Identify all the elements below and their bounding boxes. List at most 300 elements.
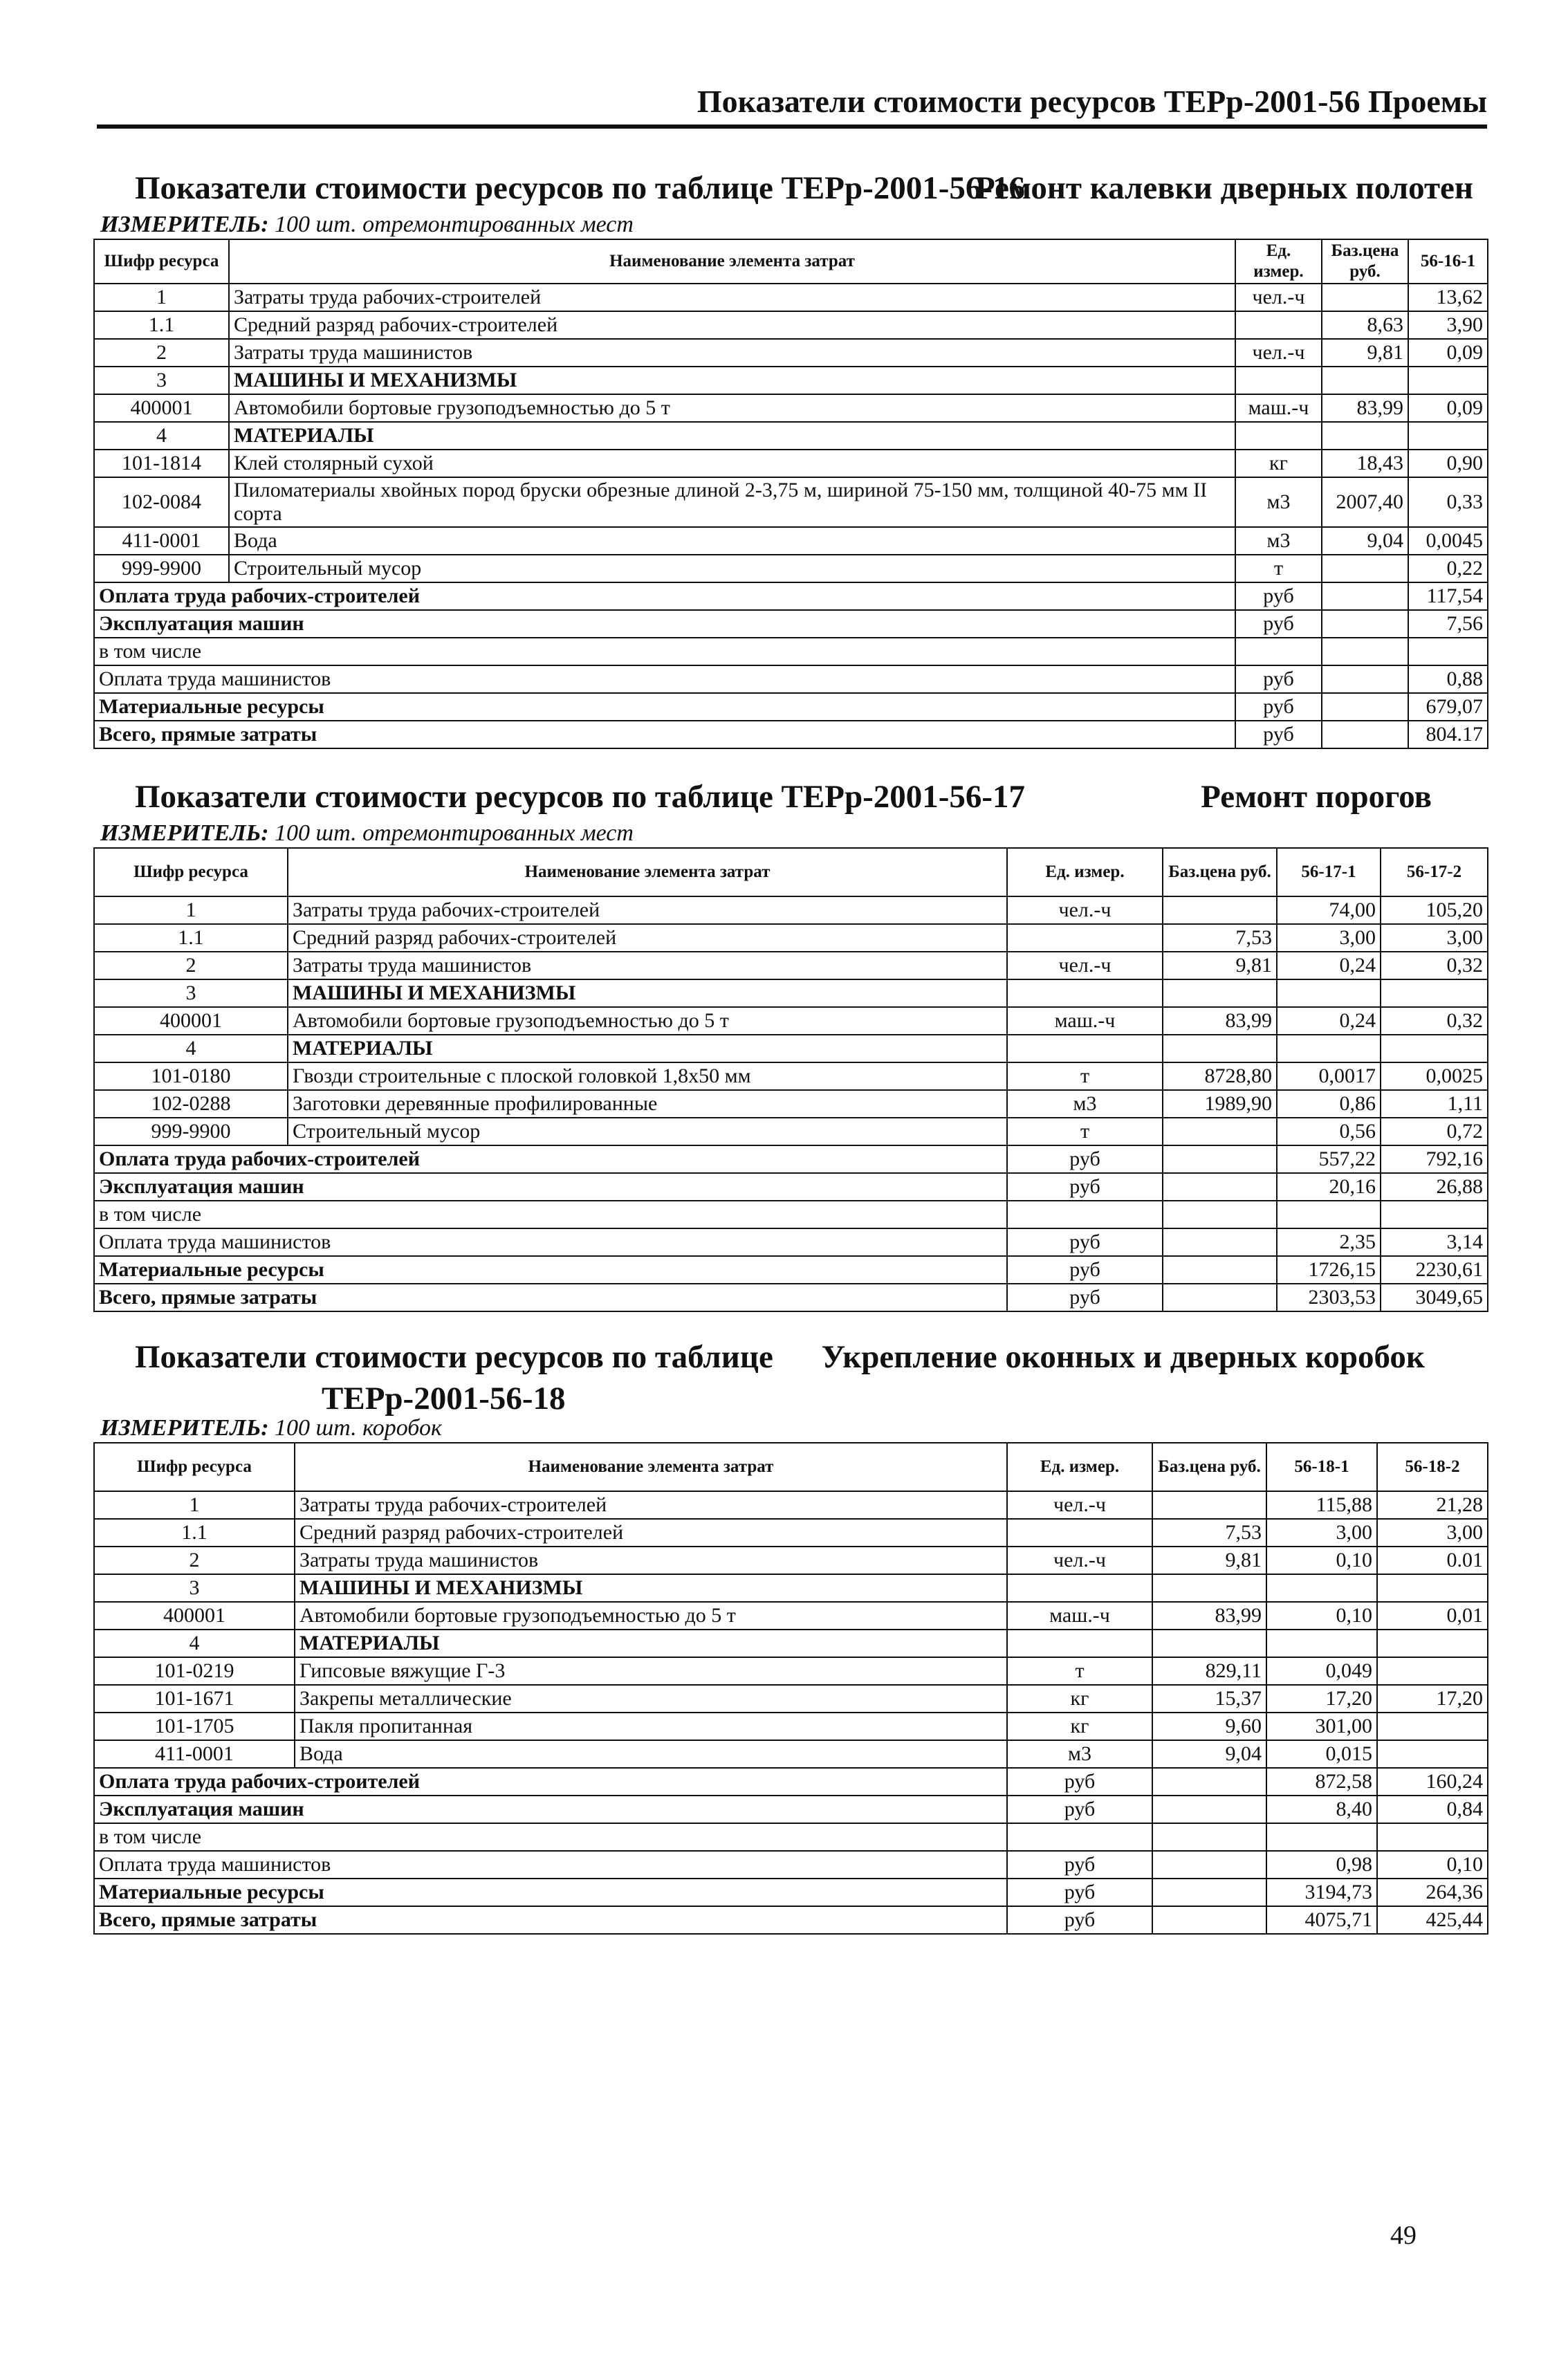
resource-code-cell: 102-0084 — [94, 477, 229, 527]
unit-cell: маш.-ч — [1235, 394, 1322, 422]
section-56-16 — [93, 169, 1487, 749]
base-price-cell: 15,37 — [1152, 1685, 1266, 1713]
table-body — [94, 896, 1488, 1311]
value-cell: 3194,73 — [1266, 1879, 1377, 1906]
value-cell: 160,24 — [1377, 1768, 1488, 1796]
resource-name-cell: Строительный мусор — [229, 555, 1235, 582]
value-cell: 17,20 — [1377, 1685, 1488, 1713]
resource-name-cell: Затраты труда рабочих-строителей — [288, 896, 1007, 924]
value-cell: 3,00 — [1377, 1519, 1488, 1547]
resource-code-cell: 400001 — [94, 394, 229, 422]
value-cell: 0,10 — [1266, 1602, 1377, 1630]
table-row — [94, 1090, 1488, 1118]
resource-code-cell: 3 — [94, 367, 229, 394]
base-price-cell — [1163, 1256, 1277, 1284]
column-header: Наименование элемента затрат — [295, 1443, 1007, 1491]
base-price-cell: 7,53 — [1152, 1519, 1266, 1547]
resource-code-cell: 411-0001 — [94, 527, 229, 555]
resource-name-cell: Закрепы металлические — [295, 1685, 1007, 1713]
table-row — [94, 896, 1488, 924]
resource-code-cell: 1 — [94, 1491, 295, 1519]
resource-name-cell: Затраты труда рабочих-строителей — [295, 1491, 1007, 1519]
base-price-cell: 2007,40 — [1322, 477, 1408, 527]
section-title-line2: ТЕРр-2001-56-18 — [322, 1381, 566, 1417]
summary-row — [94, 1879, 1488, 1906]
summary-label-cell: Оплата труда рабочих-строителей — [94, 1768, 1007, 1796]
base-price-cell: 83,99 — [1322, 394, 1408, 422]
meter-line — [93, 1414, 1487, 1442]
base-price-cell — [1152, 1574, 1266, 1602]
resource-name-cell: Гипсовые вяжущие Г-3 — [295, 1657, 1007, 1685]
value-cell: 17,20 — [1266, 1685, 1377, 1713]
base-price-cell — [1152, 1630, 1266, 1657]
summary-row — [94, 1284, 1488, 1311]
base-price-cell — [1322, 582, 1408, 610]
unit-cell: чел.-ч — [1235, 339, 1322, 367]
table-row — [94, 1630, 1488, 1657]
value-cell — [1408, 367, 1488, 394]
column-header: Баз.цена руб. — [1163, 848, 1277, 896]
unit-cell — [1235, 638, 1322, 665]
section-title-row — [93, 169, 1487, 211]
meter-value: 100 шт. отремонтированных мест — [275, 820, 634, 846]
section-title: Показатели стоимости ресурсов по таблице ТЕРр-2001-56-17 — [135, 779, 1026, 815]
resource-name-cell: Строительный мусор — [288, 1118, 1007, 1145]
value-cell — [1266, 1630, 1377, 1657]
summary-label-cell: Эксплуатация машин — [94, 1173, 1007, 1201]
resource-code-cell: 400001 — [94, 1602, 295, 1630]
base-price-cell: 9,81 — [1163, 952, 1277, 979]
unit-cell: м3 — [1007, 1090, 1163, 1118]
value-cell — [1377, 1574, 1488, 1602]
table-row — [94, 527, 1488, 555]
value-cell: 0,0045 — [1408, 527, 1488, 555]
summary-label-cell: Оплата труда машинистов — [94, 665, 1235, 693]
summary-row — [94, 638, 1488, 665]
summary-label-cell: Всего, прямые затраты — [94, 1906, 1007, 1934]
meter-value: 100 шт. отремонтированных мест — [275, 212, 634, 237]
resource-code-cell: 4 — [94, 422, 229, 450]
column-header: Ед. измер. — [1235, 239, 1322, 284]
resource-name-cell: Затраты труда рабочих-строителей — [229, 284, 1235, 311]
resource-name-cell: Автомобили бортовые грузоподъемностью до 5 т — [295, 1602, 1007, 1630]
base-price-cell — [1163, 896, 1277, 924]
resource-name-cell: Затраты труда машинистов — [229, 339, 1235, 367]
summary-label-cell: Всего, прямые затраты — [94, 1284, 1007, 1311]
unit-cell: маш.-ч — [1007, 1007, 1163, 1035]
base-price-cell — [1152, 1879, 1266, 1906]
column-header: 56-16-1 — [1408, 239, 1488, 284]
value-cell: 105,20 — [1381, 896, 1488, 924]
resource-name-cell: Пиломатериалы хвойных пород бруски обрезные длиной 2-3,75 м, шириной 75-150 мм, толщиной 40-75 мм II сорта — [229, 477, 1235, 527]
unit-cell: чел.-ч — [1235, 284, 1322, 311]
unit-cell — [1007, 979, 1163, 1007]
table-row — [94, 422, 1488, 450]
value-cell — [1408, 422, 1488, 450]
section-subtitle: Ремонт калевки дверных полотен — [975, 170, 1473, 206]
value-cell: 0,90 — [1408, 450, 1488, 477]
column-header: Баз.цена руб. — [1152, 1443, 1266, 1491]
value-cell: 2303,53 — [1277, 1284, 1381, 1311]
unit-cell — [1007, 924, 1163, 952]
summary-row — [94, 693, 1488, 721]
value-cell: 8,40 — [1266, 1796, 1377, 1823]
column-header: Шифр ресурса — [94, 848, 288, 896]
unit-cell: чел.-ч — [1007, 1547, 1152, 1574]
summary-row — [94, 1823, 1488, 1851]
table-row — [94, 1602, 1488, 1630]
value-cell: 264,36 — [1377, 1879, 1488, 1906]
value-cell: 117,54 — [1408, 582, 1488, 610]
value-cell: 2230,61 — [1381, 1256, 1488, 1284]
summary-row — [94, 1796, 1488, 1823]
resource-table — [93, 239, 1488, 749]
resource-table — [93, 1442, 1488, 1935]
value-cell — [1266, 1574, 1377, 1602]
meter-line — [93, 211, 1487, 239]
value-cell: 1726,15 — [1277, 1256, 1381, 1284]
table-row — [94, 979, 1488, 1007]
value-cell: 872,58 — [1266, 1768, 1377, 1796]
base-price-cell — [1152, 1491, 1266, 1519]
value-cell — [1377, 1630, 1488, 1657]
unit-cell: чел.-ч — [1007, 896, 1163, 924]
resource-code-cell: 400001 — [94, 1007, 288, 1035]
unit-cell: т — [1235, 555, 1322, 582]
value-cell: 26,88 — [1381, 1173, 1488, 1201]
summary-label-cell: Материальные ресурсы — [94, 1879, 1007, 1906]
section-56-17 — [93, 778, 1487, 1312]
resource-name-cell: Автомобили бортовые грузоподъемностью до 5 т — [288, 1007, 1007, 1035]
value-cell: 0,56 — [1277, 1118, 1381, 1145]
summary-label-cell: Всего, прямые затраты — [94, 721, 1235, 748]
resource-code-cell: 4 — [94, 1630, 295, 1657]
unit-cell — [1007, 1823, 1152, 1851]
table-row — [94, 1685, 1488, 1713]
value-cell — [1381, 979, 1488, 1007]
resource-code-cell: 1 — [94, 284, 229, 311]
summary-row — [94, 1173, 1488, 1201]
base-price-cell — [1322, 721, 1408, 748]
column-header: Ед. измер. — [1007, 1443, 1152, 1491]
summary-row — [94, 1906, 1488, 1934]
resource-code-cell: 2 — [94, 952, 288, 979]
column-header: Баз.цена руб. — [1322, 239, 1408, 284]
column-header: 56-18-1 — [1266, 1443, 1377, 1491]
unit-cell — [1235, 367, 1322, 394]
base-price-cell: 18,43 — [1322, 450, 1408, 477]
table-header-row — [94, 239, 1488, 284]
value-cell: 0,0025 — [1381, 1062, 1488, 1090]
resource-name-cell: МАШИНЫ И МЕХАНИЗМЫ — [295, 1574, 1007, 1602]
base-price-cell — [1322, 665, 1408, 693]
table-row — [94, 450, 1488, 477]
base-price-cell — [1152, 1796, 1266, 1823]
base-price-cell — [1163, 1173, 1277, 1201]
base-price-cell — [1163, 979, 1277, 1007]
base-price-cell — [1152, 1851, 1266, 1879]
resource-name-cell: Клей столярный сухой — [229, 450, 1235, 477]
resource-table — [93, 847, 1488, 1312]
column-header: 56-18-2 — [1377, 1443, 1488, 1491]
base-price-cell — [1163, 1228, 1277, 1256]
unit-cell: руб — [1007, 1145, 1163, 1173]
base-price-cell: 9,81 — [1322, 339, 1408, 367]
unit-cell: руб — [1007, 1256, 1163, 1284]
unit-cell: т — [1007, 1062, 1163, 1090]
unit-cell: руб — [1007, 1906, 1152, 1934]
unit-cell — [1007, 1574, 1152, 1602]
resource-code-cell: 1.1 — [94, 1519, 295, 1547]
unit-cell: кг — [1007, 1713, 1152, 1740]
column-header: Шифр ресурса — [94, 1443, 295, 1491]
section-title-row — [93, 1338, 1487, 1417]
summary-row — [94, 1228, 1488, 1256]
summary-label-cell: в том числе — [94, 638, 1235, 665]
value-cell: 3,90 — [1408, 311, 1488, 339]
value-cell: 0,09 — [1408, 339, 1488, 367]
resource-code-cell: 1 — [94, 896, 288, 924]
resource-code-cell: 1.1 — [94, 311, 229, 339]
table-row — [94, 1574, 1488, 1602]
value-cell: 0,015 — [1266, 1740, 1377, 1768]
unit-cell: руб — [1007, 1879, 1152, 1906]
value-cell — [1277, 1201, 1381, 1228]
resource-code-cell: 101-0219 — [94, 1657, 295, 1685]
summary-label-cell: Материальные ресурсы — [94, 693, 1235, 721]
value-cell — [1377, 1713, 1488, 1740]
value-cell: 0,88 — [1408, 665, 1488, 693]
unit-cell — [1007, 1630, 1152, 1657]
value-cell — [1377, 1823, 1488, 1851]
value-cell — [1408, 638, 1488, 665]
section-subtitle: Укрепление оконных и дверных коробок — [821, 1339, 1425, 1375]
value-cell: 21,28 — [1377, 1491, 1488, 1519]
summary-row — [94, 1256, 1488, 1284]
resource-code-cell: 2 — [94, 339, 229, 367]
value-cell: 0,32 — [1381, 1007, 1488, 1035]
value-cell: 0,24 — [1277, 952, 1381, 979]
unit-cell — [1235, 311, 1322, 339]
unit-cell: кг — [1007, 1685, 1152, 1713]
base-price-cell — [1322, 422, 1408, 450]
value-cell: 0,24 — [1277, 1007, 1381, 1035]
value-cell: 0,86 — [1277, 1090, 1381, 1118]
resource-code-cell: 999-9900 — [94, 555, 229, 582]
section-title-row — [93, 778, 1487, 820]
summary-label-cell: Оплата труда рабочих-строителей — [94, 582, 1235, 610]
unit-cell: руб — [1007, 1284, 1163, 1311]
resource-name-cell: Средний разряд рабочих-строителей — [288, 924, 1007, 952]
value-cell: 0,33 — [1408, 477, 1488, 527]
value-cell — [1377, 1657, 1488, 1685]
resource-name-cell: Вода — [295, 1740, 1007, 1768]
resource-code-cell: 101-1814 — [94, 450, 229, 477]
summary-label-cell: Оплата труда машинистов — [94, 1228, 1007, 1256]
meter-label: ИЗМЕРИТЕЛЬ: — [100, 820, 269, 846]
table-row — [94, 1491, 1488, 1519]
unit-cell: руб — [1007, 1173, 1163, 1201]
table-row — [94, 394, 1488, 422]
resource-name-cell: МАТЕРИАЛЫ — [295, 1630, 1007, 1657]
table-row — [94, 555, 1488, 582]
value-cell: 301,00 — [1266, 1713, 1377, 1740]
value-cell: 3,00 — [1381, 924, 1488, 952]
resource-name-cell: Автомобили бортовые грузоподъемностью до 5 т — [229, 394, 1235, 422]
value-cell: 0,22 — [1408, 555, 1488, 582]
table-row — [94, 1035, 1488, 1062]
summary-label-cell: Материальные ресурсы — [94, 1256, 1007, 1284]
unit-cell: м3 — [1007, 1740, 1152, 1768]
value-cell: 0,72 — [1381, 1118, 1488, 1145]
base-price-cell — [1322, 610, 1408, 638]
resource-code-cell: 411-0001 — [94, 1740, 295, 1768]
value-cell — [1381, 1035, 1488, 1062]
resource-name-cell: МАТЕРИАЛЫ — [229, 422, 1235, 450]
resource-name-cell: Пакля пропитанная — [295, 1713, 1007, 1740]
unit-cell: м3 — [1235, 527, 1322, 555]
summary-label-cell: в том числе — [94, 1201, 1007, 1228]
table-row — [94, 1007, 1488, 1035]
unit-cell: руб — [1007, 1851, 1152, 1879]
unit-cell: руб — [1235, 582, 1322, 610]
value-cell: 13,62 — [1408, 284, 1488, 311]
value-cell: 3,00 — [1277, 924, 1381, 952]
column-header: 56-17-1 — [1277, 848, 1381, 896]
base-price-cell — [1163, 1145, 1277, 1173]
meter-line — [93, 820, 1487, 847]
unit-cell — [1007, 1201, 1163, 1228]
resource-name-cell: МАШИНЫ И МЕХАНИЗМЫ — [229, 367, 1235, 394]
unit-cell: руб — [1007, 1228, 1163, 1256]
value-cell: 425,44 — [1377, 1906, 1488, 1934]
resource-name-cell: Затраты труда машинистов — [288, 952, 1007, 979]
base-price-cell: 7,53 — [1163, 924, 1277, 952]
resource-name-cell: Вода — [229, 527, 1235, 555]
value-cell: 1,11 — [1381, 1090, 1488, 1118]
resource-name-cell: МАТЕРИАЛЫ — [288, 1035, 1007, 1062]
table-row — [94, 924, 1488, 952]
section-title: Показатели стоимости ресурсов по таблице ТЕРр-2001-56-16 — [135, 170, 1026, 206]
unit-cell: руб — [1235, 610, 1322, 638]
table-body — [94, 284, 1488, 748]
value-cell: 2,35 — [1277, 1228, 1381, 1256]
unit-cell: руб — [1235, 721, 1322, 748]
table-row — [94, 367, 1488, 394]
value-cell: 4075,71 — [1266, 1906, 1377, 1934]
resource-code-cell: 3 — [94, 979, 288, 1007]
column-header: Наименование элемента затрат — [229, 239, 1235, 284]
base-price-cell: 83,99 — [1152, 1602, 1266, 1630]
resource-code-cell: 999-9900 — [94, 1118, 288, 1145]
column-header: Шифр ресурса — [94, 239, 229, 284]
summary-row — [94, 1201, 1488, 1228]
base-price-cell — [1322, 693, 1408, 721]
page-number: 49 — [1390, 2221, 1417, 2250]
resource-code-cell: 101-1705 — [94, 1713, 295, 1740]
meter-value: 100 шт. коробок — [275, 1415, 442, 1441]
table-row — [94, 1062, 1488, 1090]
unit-cell: т — [1007, 1118, 1163, 1145]
base-price-cell — [1163, 1201, 1277, 1228]
table-row — [94, 339, 1488, 367]
value-cell: 557,22 — [1277, 1145, 1381, 1173]
base-price-cell — [1322, 555, 1408, 582]
resource-code-cell: 2 — [94, 1547, 295, 1574]
table-row — [94, 1118, 1488, 1145]
table-row — [94, 952, 1488, 979]
unit-cell: чел.-ч — [1007, 1491, 1152, 1519]
base-price-cell — [1322, 367, 1408, 394]
meter-label: ИЗМЕРИТЕЛЬ: — [100, 1415, 269, 1441]
table-row — [94, 1740, 1488, 1768]
resource-code-cell: 101-1671 — [94, 1685, 295, 1713]
value-cell: 0,32 — [1381, 952, 1488, 979]
summary-row — [94, 665, 1488, 693]
value-cell — [1277, 1035, 1381, 1062]
column-header: 56-17-2 — [1381, 848, 1488, 896]
resource-name-cell: Средний разряд рабочих-строителей — [295, 1519, 1007, 1547]
value-cell: 0,10 — [1266, 1547, 1377, 1574]
resource-name-cell: Средний разряд рабочих-строителей — [229, 311, 1235, 339]
resource-code-cell: 4 — [94, 1035, 288, 1062]
resource-name-cell: Заготовки деревянные профилированные — [288, 1090, 1007, 1118]
unit-cell: маш.-ч — [1007, 1602, 1152, 1630]
unit-cell — [1007, 1519, 1152, 1547]
section-56-18 — [93, 1338, 1487, 1935]
base-price-cell: 8,63 — [1322, 311, 1408, 339]
value-cell: 792,16 — [1381, 1145, 1488, 1173]
base-price-cell: 83,99 — [1163, 1007, 1277, 1035]
summary-row — [94, 610, 1488, 638]
column-header: Ед. измер. — [1007, 848, 1163, 896]
resource-code-cell: 3 — [94, 1574, 295, 1602]
value-cell: 3,14 — [1381, 1228, 1488, 1256]
unit-cell: руб — [1235, 665, 1322, 693]
table-row — [94, 311, 1488, 339]
section-title: Показатели стоимости ресурсов по таблице — [135, 1339, 773, 1375]
value-cell: 0,98 — [1266, 1851, 1377, 1879]
base-price-cell — [1163, 1118, 1277, 1145]
base-price-cell — [1152, 1823, 1266, 1851]
value-cell: 3049,65 — [1381, 1284, 1488, 1311]
value-cell: 20,16 — [1277, 1173, 1381, 1201]
meter-label: ИЗМЕРИТЕЛЬ: — [100, 212, 269, 237]
table-header-row — [94, 848, 1488, 896]
table-row — [94, 477, 1488, 527]
summary-row — [94, 582, 1488, 610]
unit-cell: руб — [1235, 693, 1322, 721]
value-cell: 3,00 — [1266, 1519, 1377, 1547]
resource-name-cell: МАШИНЫ И МЕХАНИЗМЫ — [288, 979, 1007, 1007]
resource-code-cell: 102-0288 — [94, 1090, 288, 1118]
value-cell — [1277, 979, 1381, 1007]
section-subtitle: Ремонт порогов — [1201, 779, 1432, 815]
summary-label-cell: в том числе — [94, 1823, 1007, 1851]
base-price-cell: 1989,90 — [1163, 1090, 1277, 1118]
summary-row — [94, 1145, 1488, 1173]
base-price-cell — [1163, 1035, 1277, 1062]
value-cell: 679,07 — [1408, 693, 1488, 721]
value-cell: 74,00 — [1277, 896, 1381, 924]
value-cell: 7,56 — [1408, 610, 1488, 638]
unit-cell: руб — [1007, 1768, 1152, 1796]
value-cell: 804.17 — [1408, 721, 1488, 748]
column-header: Наименование элемента затрат — [288, 848, 1007, 896]
base-price-cell: 9,60 — [1152, 1713, 1266, 1740]
unit-cell: чел.-ч — [1007, 952, 1163, 979]
unit-cell: руб — [1007, 1796, 1152, 1823]
